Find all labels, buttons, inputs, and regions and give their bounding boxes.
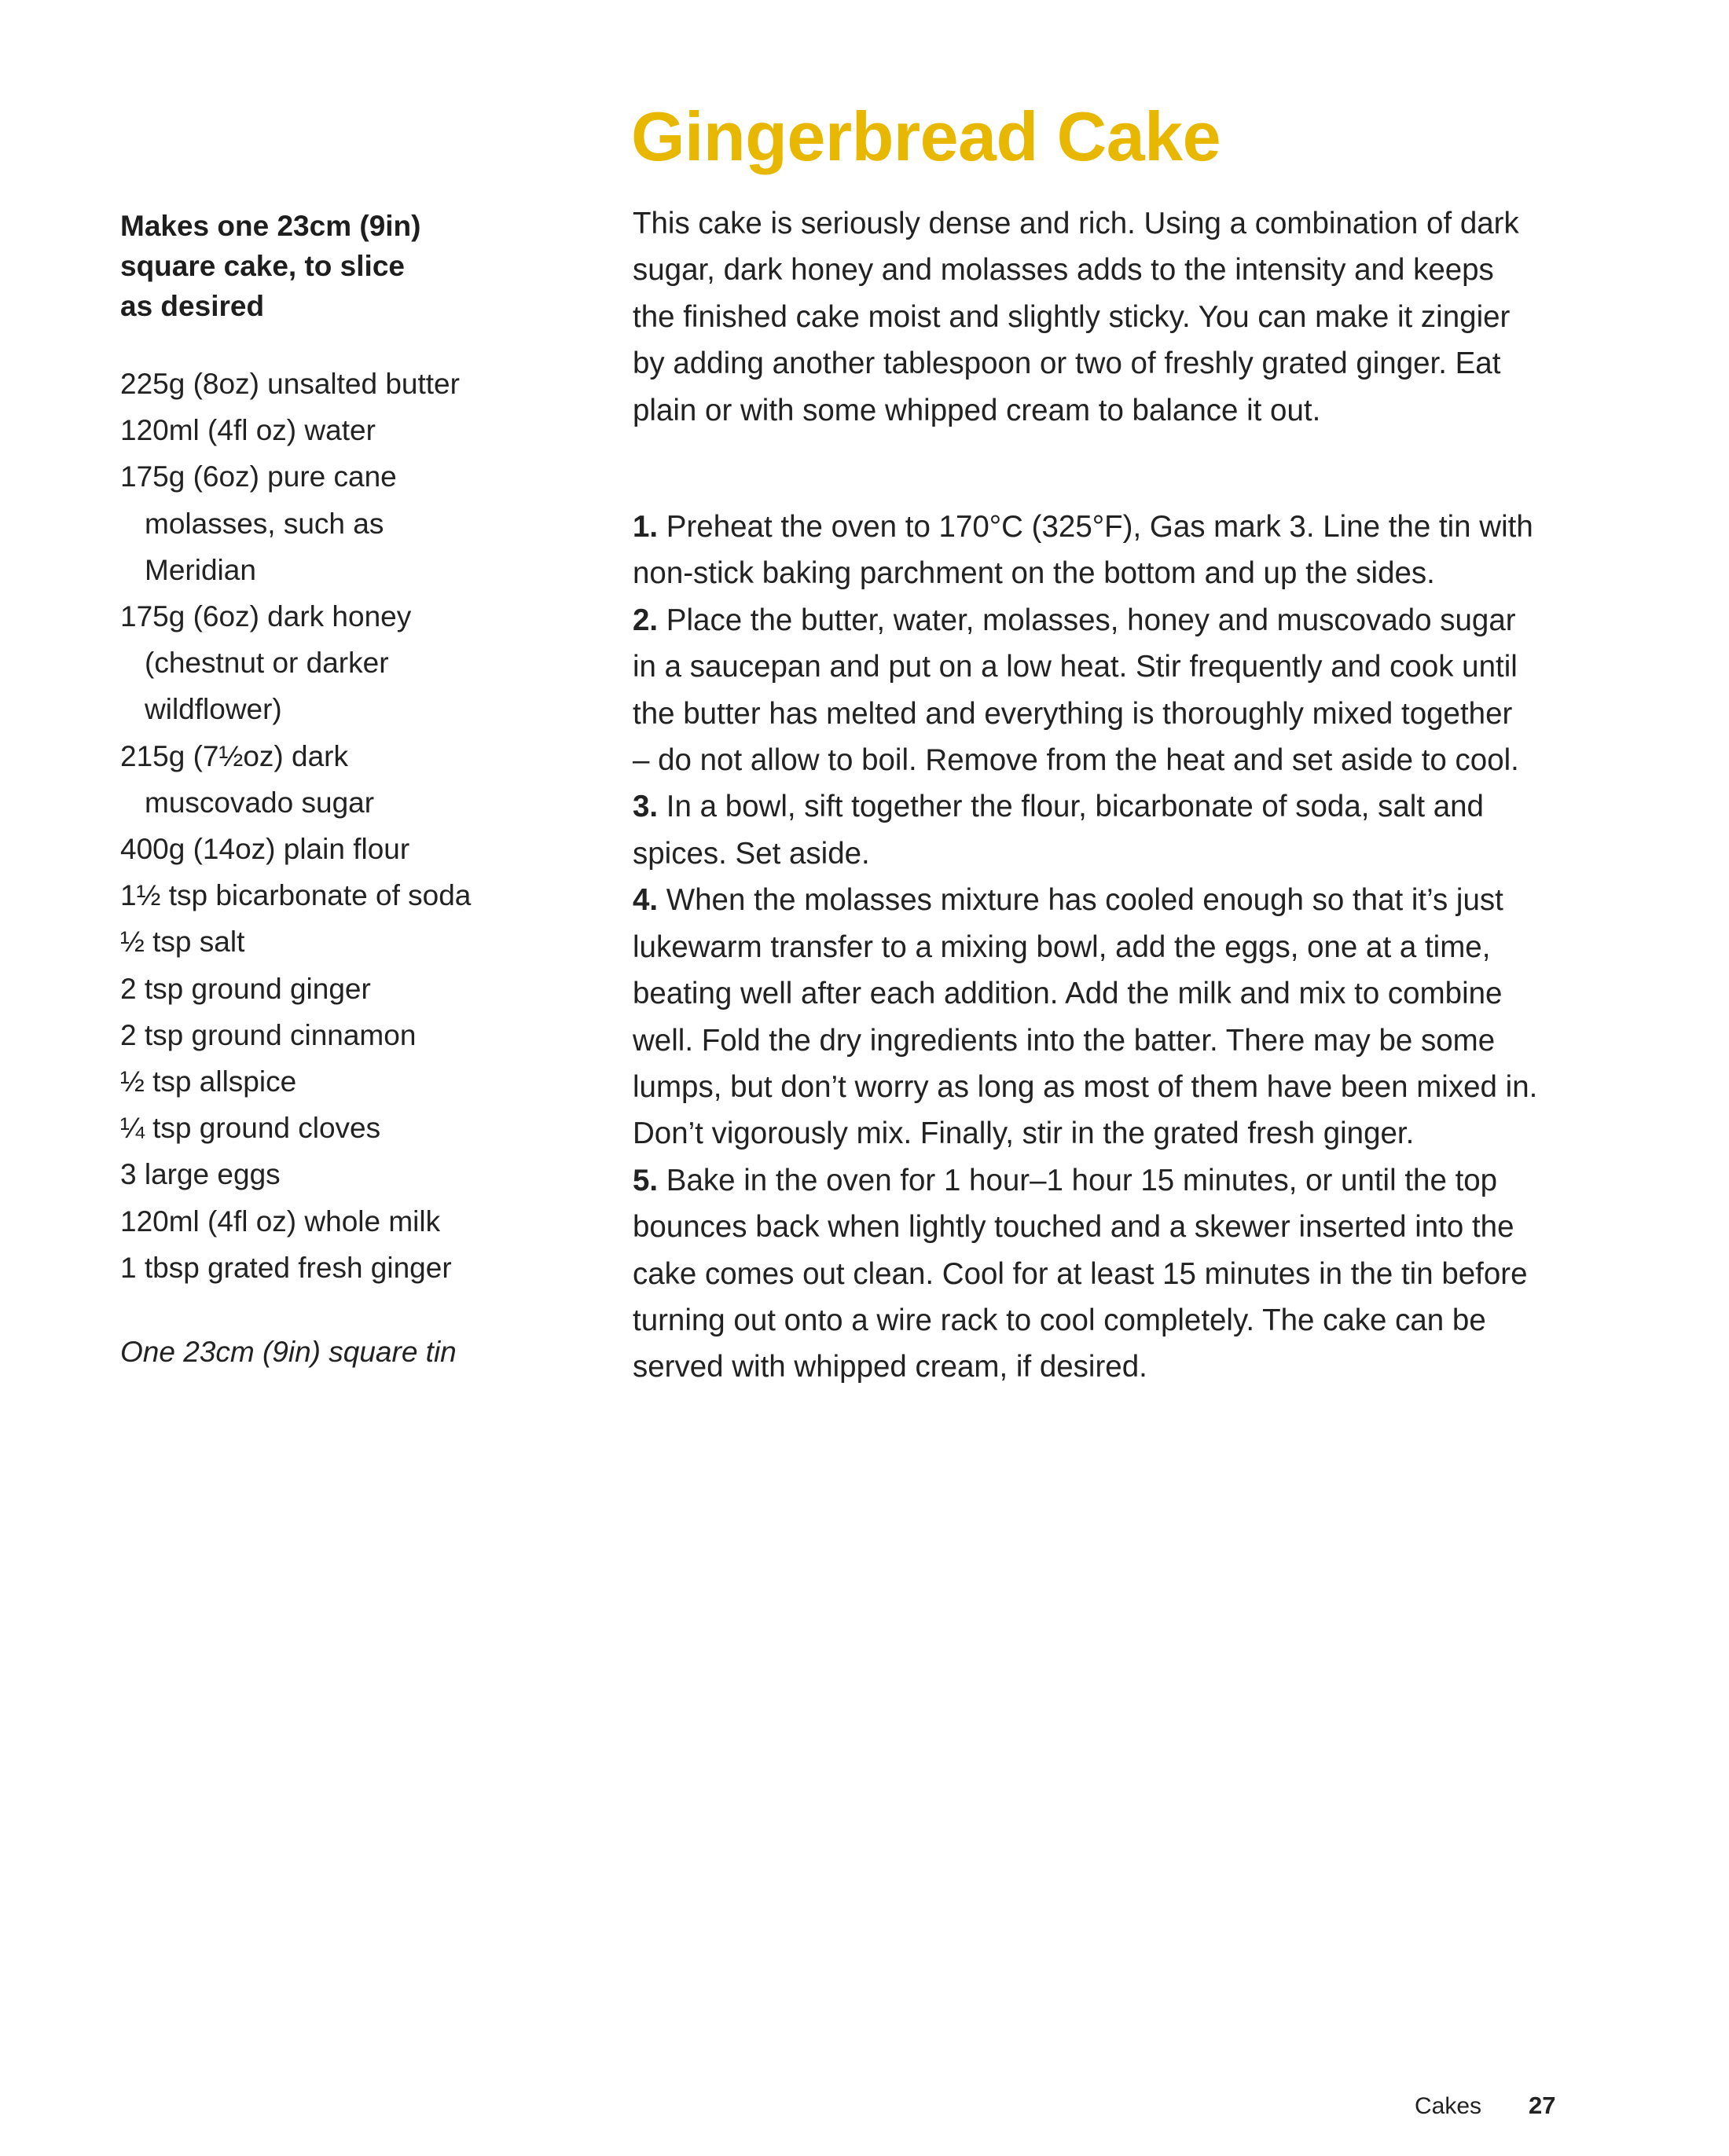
method-line <box>633 1344 1654 1390</box>
method-line <box>633 504 1654 550</box>
method-line <box>633 1297 1654 1344</box>
method-text: lukewarm transfer to a mixing bowl, add the eggs, one at a time, <box>633 930 1491 964</box>
ingredient-item <box>120 1105 529 1151</box>
method-line <box>633 1110 1654 1157</box>
method-text: bounces back when lightly touched and a skewer inserted into the <box>633 1210 1514 1245</box>
recipe-title: Gingerbread Cake <box>631 97 1221 175</box>
ingredient-item <box>120 1012 529 1058</box>
ingredient-continuation-line: wildflower) <box>145 693 282 726</box>
method-line <box>633 1018 1654 1064</box>
method-step <box>633 783 1654 877</box>
method-text: spices. Set aside. <box>633 836 870 871</box>
method-line <box>633 1204 1654 1250</box>
intro-line: by adding another tablespoon or two of freshly grated ginger. Eat <box>633 346 1501 381</box>
intro-line: plain or with some whipped cream to balance it out. <box>633 393 1321 427</box>
step-number: 3. <box>633 790 659 824</box>
ingredients-column <box>120 206 529 1375</box>
method-line <box>633 737 1654 783</box>
ingredient-item <box>120 1245 529 1291</box>
method-line <box>633 1064 1654 1110</box>
ingredient-item <box>120 407 529 453</box>
method-line <box>633 644 1654 690</box>
ingredient-item <box>120 826 529 872</box>
ingredient-line: 225g (8oz) unsalted butter <box>120 368 460 400</box>
method-column <box>633 200 1654 1391</box>
method-text: non-stick baking parchment on the bottom and up the sides. <box>633 556 1435 591</box>
method-line <box>633 1157 1654 1204</box>
method-line <box>633 550 1654 596</box>
ingredient-item <box>120 966 529 1012</box>
ingredient-item <box>120 1151 529 1197</box>
method-step <box>633 504 1654 597</box>
ingredient-line: ½ tsp salt <box>120 926 245 959</box>
ingredient-continuation-line: Meridian <box>145 553 256 586</box>
ingredient-line: 2 tsp ground cinnamon <box>120 1018 417 1051</box>
ingredient-line: 175g (6oz) dark honey <box>120 600 412 633</box>
ingredient-item <box>120 918 529 965</box>
ingredient-line: 120ml (4fl oz) water <box>120 414 376 447</box>
method-line <box>633 1251 1654 1297</box>
yield-line: square cake, to slice <box>120 250 405 282</box>
method-text: Don’t vigorously mix. Finally, stir in the grated fresh ginger. <box>633 1116 1415 1151</box>
intro-paragraph <box>633 200 1654 434</box>
ingredient-line: 3 large eggs <box>120 1158 281 1191</box>
ingredient-continuation-line: molasses, such as <box>145 507 384 540</box>
ingredient-continuation-line: (chestnut or darker <box>145 647 389 680</box>
method-line <box>633 597 1654 644</box>
method-text: Preheat the oven to 170°C (325°F), Gas mark 3. Line the tin with <box>658 510 1533 544</box>
step-number: 5. <box>633 1163 659 1197</box>
ingredient-continuation-line: muscovado sugar <box>145 786 375 819</box>
method-text: lumps, but don’t worry as long as most of them have been mixed in. <box>633 1069 1538 1104</box>
method-line <box>633 783 1654 830</box>
method-text: Place the butter, water, molasses, honey and muscovado sugar <box>658 603 1516 637</box>
intro-line: This cake is seriously dense and rich. Using a combination of dark <box>633 207 1519 240</box>
yield-line: as desired <box>120 290 265 322</box>
ingredient-line: 2 tsp ground ginger <box>120 972 371 1005</box>
method-step <box>633 877 1654 1157</box>
intro-line: sugar, dark honey and molasses adds to the intensity and keeps <box>633 253 1494 288</box>
method-steps <box>633 504 1654 1391</box>
method-text: served with whipped cream, if desired. <box>633 1350 1147 1384</box>
ingredient-item <box>120 1198 529 1245</box>
ingredient-line: 1½ tsp bicarbonate of soda <box>120 879 472 912</box>
method-text: beating well after each addition. Add the milk and mix to combine <box>633 977 1503 1011</box>
method-text: the butter has melted and everything is thoroughly mixed together <box>633 696 1513 731</box>
footer-section-label: Cakes <box>1415 2093 1482 2119</box>
method-text: turning out onto a wire rack to cool completely. The cake can be <box>633 1303 1486 1337</box>
method-line <box>633 830 1654 877</box>
ingredient-line: 215g (7½oz) dark <box>120 739 349 772</box>
ingredient-item <box>120 1058 529 1105</box>
method-text: When the molasses mixture has cooled enough so that it’s just <box>658 883 1503 918</box>
method-text: Bake in the oven for 1 hour–1 hour 15 minutes, or until the top <box>658 1163 1498 1197</box>
ingredient-item <box>120 872 529 918</box>
ingredient-line: 400g (14oz) plain flour <box>120 833 410 866</box>
ingredient-line: 175g (6oz) pure cane <box>120 460 397 493</box>
method-text: – do not allow to boil. Remove from the heat and set aside to cool. <box>633 743 1519 778</box>
method-text: well. Fold the dry ingredients into the batter. There may be some <box>633 1023 1496 1058</box>
ingredient-line: 120ml (4fl oz) whole milk <box>120 1204 441 1238</box>
ingredient-line: ¼ tsp ground cloves <box>120 1112 381 1145</box>
ingredients-list <box>120 361 529 1291</box>
intro-line: the finished cake moist and slightly sticky. You can make it zingier <box>633 299 1511 334</box>
method-text: in a saucepan and put on a low heat. Stir frequently and cook until <box>633 650 1518 684</box>
ingredient-item <box>120 593 529 733</box>
method-line <box>633 877 1654 923</box>
method-text: cake comes out clean. Cool for at least 15 minutes in the tin before <box>633 1256 1528 1291</box>
yield-statement <box>120 206 529 326</box>
ingredient-line: 1 tbsp grated fresh ginger <box>120 1251 452 1284</box>
page-number: 27 <box>1529 2092 1556 2119</box>
equipment-note: One 23cm (9in) square tin <box>120 1336 457 1369</box>
method-text: In a bowl, sift together the flour, bicarbonate of soda, salt and <box>658 790 1484 824</box>
ingredient-item <box>120 361 529 407</box>
method-line <box>633 970 1654 1017</box>
method-step <box>633 597 1654 784</box>
ingredient-item <box>120 453 529 593</box>
method-line <box>633 924 1654 970</box>
yield-line: Makes one 23cm (9in) <box>120 210 421 242</box>
ingredient-item <box>120 733 529 826</box>
step-number: 2. <box>633 603 659 637</box>
step-number: 1. <box>633 510 659 544</box>
step-number: 4. <box>633 883 659 918</box>
method-step <box>633 1157 1654 1391</box>
method-line <box>633 691 1654 737</box>
ingredient-line: ½ tsp allspice <box>120 1065 297 1098</box>
